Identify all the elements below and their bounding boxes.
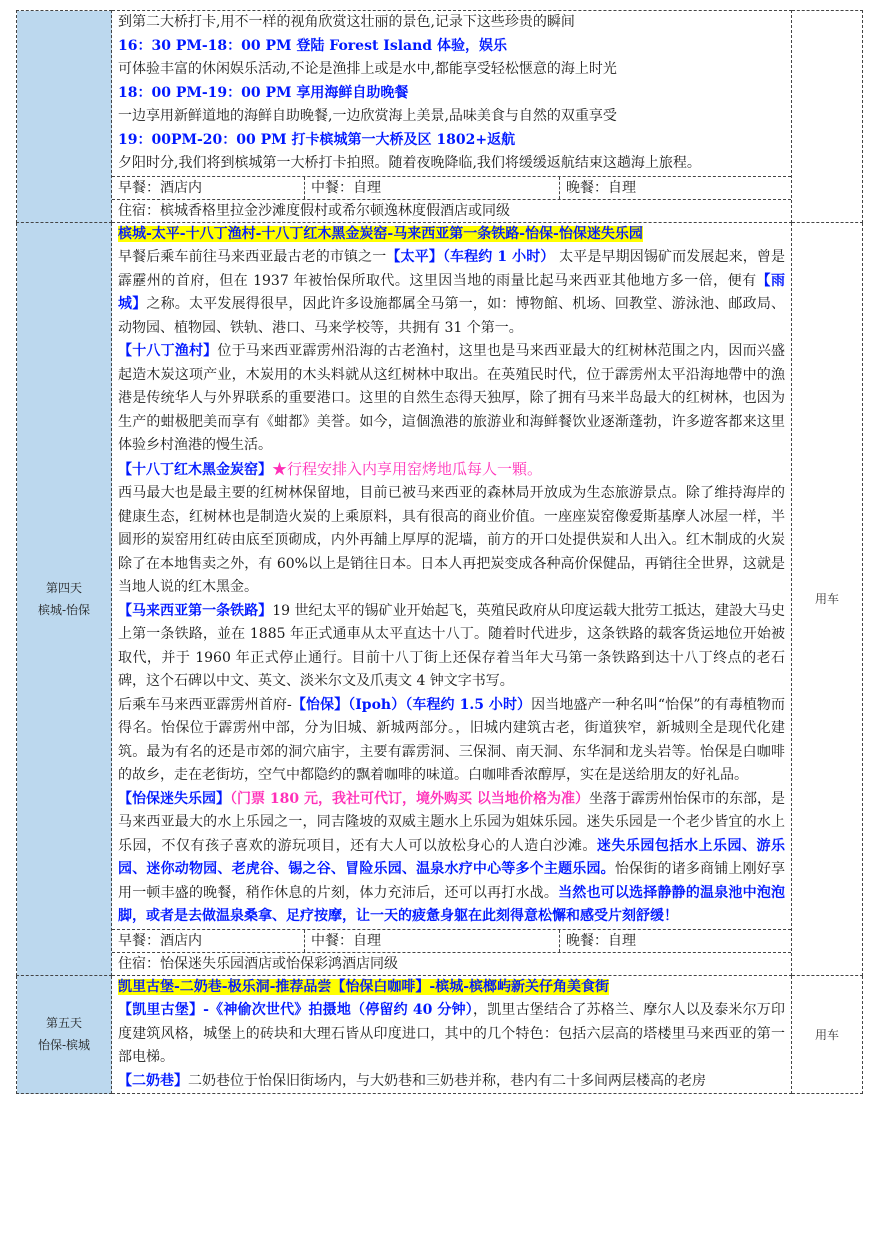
day3-heading-forest-island: 16：30 PM-18：00 PM 登陆 Forest Island 体验，娱乐 — [118, 37, 507, 54]
day4-village-text: 位于马来西亚霹雳州沿海的古老渔村，这里也是马来西亚最大的红树林范围之内，因而兴盛起造木炭这项产业，木炭用的木头料就从这红树林中取出。在英殖民时代，位于霹雳州太平沿海地帶中的漁港是传统华人与外界联系的重要港口。这里的自然生态得天独厚，除了拥有马来半岛最大的红树林，也因为生产的蚶极肥美而享有《蚶都》美誉。如今，這個漁港的旅游业和海鲜餐饮业逐渐蓬勃，许多遊客都来这里体验乡村渔港的慢生活。 — [118, 343, 786, 453]
day4-park-ticket: （门票 180 元，我社可代订，境外购买 以当地价格为准） — [230, 790, 589, 807]
day4-ipoh-text: 因当地盛产一种名叫“怡保”的有毒植物而得名。怡保位于霹雳州中部，分为旧城、新城两部分。，旧城内建筑古老，街道狭窄，新城则全是现代化建筑。最为有名的还是市郊的洞穴庙宇，主要有霹雳洞、三保洞、南天洞、东华洞和龙头岩等。怡保是白咖啡的故乡，走在老街坊，空气中都隐约的飘着咖啡的味道。白咖啡香浓醇厚，实在是送给朋友的好礼品。 — [118, 696, 785, 783]
day4-dinner: 晚餐：自理 — [566, 932, 636, 949]
day4-route: 槟城-怡保 — [37, 602, 91, 617]
day4-kiln-heading — [118, 458, 785, 483]
day4-content — [112, 222, 792, 975]
day4-rail-text: 19 世纪太平的锡矿业开始起飞，英殖民政府从印度运载大批劳工抵达，建設大马史上第一条铁路，並在 1885 年正式通車从太平直达十八丁。随着时代进步，这条铁路的载客货运地位开始被取代，并于 1960 年正式停止通行。目前十八丁街上还保存着当年大马第一条铁路到达十八丁终点的老石碑，这个石碑以中文、英文、淡米尔文及爪夷文 4 钟文字书写。 — [118, 602, 786, 689]
day3-forest-text: 可体验丰富的休闲娱乐活动,不论是渔排上或是水中,都能享受轻松惬意的海上时光 — [118, 61, 617, 77]
day4-breakfast: 早餐：酒店内 — [112, 930, 305, 952]
day4-rail-tag: 【马来西亚第一条铁路】 — [118, 602, 273, 619]
day4-transport: 用车 — [792, 222, 863, 975]
day4-kiln-text: 西马最大也是最主要的红树林保留地，目前已被马来西亚的森林局开放成为生态旅游景点。除了维持海岸的健康生态，红树林也是制造火炭的上乘原料，具有很高的商业价值。一座座炭窑像爱斯基摩人冰屋一样，半圆形的炭窑用红砖由底至顶砌成，内外再舖上厚厚的泥墙，前方的开口处提供炭和人出入。红木制成的火炭除了在本地售卖之外，有 60%以上是销往日本。日本人再把炭变成各种高价保健品，再销往全世界，这就是当地人说的红木黑金。 — [118, 485, 785, 595]
day3-meals — [112, 176, 791, 199]
day4-day-number: 第四天 — [45, 580, 82, 595]
itinerary-table — [16, 10, 863, 1094]
day4-lunch: 中餐：自理 — [305, 930, 560, 952]
day3-heading-bridge: 19：00PM-20：00 PM 打卡槟城第一大桥及区 1802+返航 — [118, 131, 516, 148]
day4-kiln-tag: 【十八丁红木黑金炭窑】 — [118, 461, 272, 478]
day4-rail-paragraph — [118, 600, 785, 694]
day3-breakfast: 早餐：酒店内 — [112, 177, 305, 199]
day5-transport: 用车 — [792, 975, 863, 1094]
day4-row — [17, 222, 863, 975]
day5-day-cell — [17, 975, 112, 1094]
day3-heading-seafood: 18：00 PM-19：00 PM 享用海鲜自助晚餐 — [118, 84, 409, 101]
day3-content — [112, 11, 792, 223]
day5-row — [17, 975, 863, 1094]
day4-taiping-intro: 早餐后乘车前往马来西亚最古老的市镇之一 — [118, 249, 387, 265]
day5-route: 怡保-槟城 — [37, 1038, 91, 1053]
day5-castle-text: ，凯里古堡结合了苏格兰、摩尔人以及泰米尔万印度建筑风格，城堡上的砖块和大理石皆从印度进口，其中的几个特色：包括六层高的塔楼里马来西亚的第一部电梯。 — [118, 1002, 785, 1065]
day3-row — [17, 11, 863, 223]
day4-hotel: 住宿：怡保迷失乐园酒店或怡保彩鸿酒店同级 — [112, 952, 791, 975]
day3-line1: 到第二大桥打卡,用不一样的视角欣赏这壮丽的景色,记录下这些珍贵的瞬间 — [118, 14, 575, 30]
day4-park-highlight-1: 迷失乐园包括水上乐园、游乐园、迷你动物园、老虎谷、锡之谷、冒险乐园、温泉水疗中心等多个主题乐园。 — [118, 837, 786, 877]
day4-ipoh-paragraph — [118, 694, 785, 788]
day5-lane-text: 二奶巷位于怡保旧街场内，与大奶巷和三奶巷并称，巷内有二十多间两层楼高的老房 — [188, 1072, 706, 1089]
day3-bridge-text: 夕阳时分,我们将到槟城第一大桥打卡拍照。随着夜晚降临,我们将缓缓返航结束这趟海上旅程。 — [118, 155, 701, 171]
day4-taiping-tag: 【太平】（车程约 1 小时） — [386, 249, 555, 265]
day5-castle-tag: 【凯里古堡】-《神偷次世代》拍摄地（停留约 40 分钟） — [118, 1002, 473, 1018]
day5-castle-paragraph — [118, 999, 785, 1070]
day4-rain-city-tag: 【雨城】 — [118, 272, 785, 312]
day4-kiln-note: ★行程安排入内享用窑烤地瓜每人一顆。 — [272, 459, 543, 478]
day4-taiping-body: 太平是早期因锡矿而发展起来，曾是霹靂州的首府，但在 1937 年被怡保所取代。这里因当地的雨量比起马来西亚其他地方多一倍，便有 — [118, 249, 786, 289]
day4-village-paragraph — [118, 340, 785, 458]
day3-lunch: 中餐：自理 — [305, 177, 560, 199]
day4-taiping-body-2: 之称。太平发展得很早，因此许多设施都属全马第一，如：博物館、机场、回教堂、游泳池、邮政局、动物园、植物园、铁轨、港口、马来学校等，共拥有 31 个第一。 — [118, 296, 786, 336]
day5-content — [112, 975, 792, 1094]
day4-park-text-1: 坐落于霹雳州怡保市的东部，是马来西亚最大的水上乐园之一，同吉隆坡的双威主题水上乐园为姐妹乐园。迷失乐园是一个老少皆宜的水上乐园，不仅有孩子喜欢的游玩项目，还有大人可以放松身心的人造白沙滩。 — [118, 790, 786, 854]
day5-day-number: 第五天 — [45, 1016, 82, 1031]
day3-day-cell — [17, 11, 112, 223]
day4-title: 槟城-太平-十八丁渔村-十八丁红木黑金炭窑-马来西亚第一条铁路-怡保-怡保迷失乐园 — [118, 225, 643, 242]
day4-day-cell — [17, 222, 112, 975]
day4-meals — [112, 929, 791, 952]
day3-dinner: 晚餐：自理 — [566, 179, 636, 196]
day3-transport-cell — [792, 11, 863, 223]
day4-ipoh-intro: 后乘车马来西亚霹雳州首府- — [118, 696, 292, 713]
day4-park-highlight-2: 当然也可以选择静静的温泉池中泡泡脚，或者是去做温泉桑拿、足疗按摩，让一天的疲惫身躯在此刻得意松懈和感受片刻舒缓！ — [118, 884, 786, 924]
day5-lane-tag: 【二奶巷】 — [118, 1072, 188, 1089]
day4-taiping-paragraph — [118, 246, 785, 340]
day4-park-text-2: 怡保街的诸多商铺上刚好享用一顿丰盛的晚餐，稍作休息的片刻，体力充沛后，还可以再打水战。 — [118, 861, 786, 901]
day4-park-paragraph — [118, 788, 785, 929]
day4-park-tag: 【怡保迷失乐园】 — [118, 790, 231, 807]
day3-seafood-text: 一边享用新鲜道地的海鲜自助晚餐,一边欣赏海上美景,品味美食与自然的双重享受 — [118, 108, 617, 124]
day5-title: 凯里古堡-二奶巷-极乐洞-推荐品尝【怡保白咖啡】-槟城-槟榔屿新关仔角美食街 — [118, 978, 610, 995]
day3-hotel: 住宿：槟城香格里拉金沙滩度假村或希尔顿逸林度假酒店或同级 — [112, 199, 791, 222]
day5-lane-paragraph — [118, 1070, 785, 1094]
day4-ipoh-tag: 【怡保】（Ipoh）（车程约 1.5 小时） — [291, 696, 532, 713]
day4-village-tag: 【十八丁渔村】 — [118, 343, 218, 359]
